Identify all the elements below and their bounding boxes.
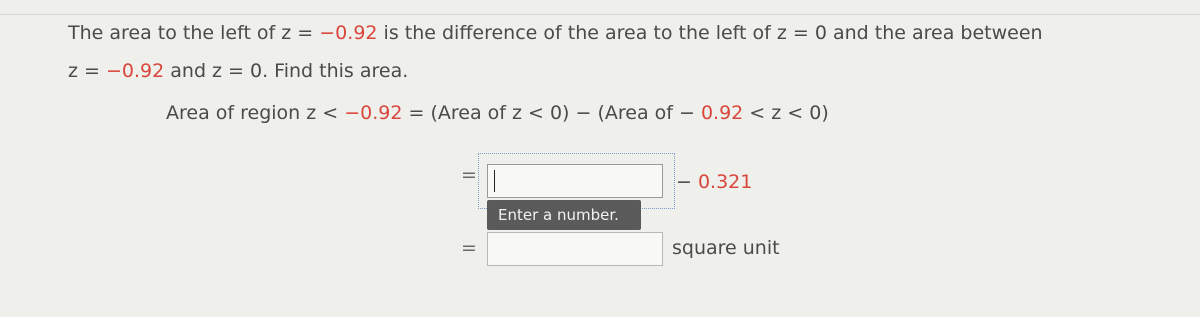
- z-value-highlight: 0.92: [694, 102, 744, 124]
- minus-sign: −: [678, 102, 695, 124]
- problem-text: z =: [68, 60, 106, 82]
- z-value-highlight: −0.92: [319, 22, 378, 44]
- formula-text: = (Area of z < 0) − (Area of: [402, 102, 679, 124]
- problem-line-2: [68, 59, 408, 83]
- input-tooltip: Enter a number.: [487, 200, 641, 230]
- top-divider: [0, 14, 1200, 15]
- problem-text: and z = 0. Find this area.: [164, 60, 409, 82]
- subtracted-value: 0.321: [697, 171, 753, 193]
- z-value-highlight: −0.92: [344, 102, 403, 124]
- formula-text: < z < 0): [743, 102, 829, 124]
- problem-text: The area to the left of z =: [68, 22, 320, 44]
- formula-text: Area of region z <: [166, 102, 345, 124]
- problem-text: is the difference of the area to the left of z = 0 and the area between: [377, 22, 1043, 44]
- minus-sign: −: [676, 171, 692, 193]
- text-caret: [494, 170, 495, 192]
- area-left-of-zero-input[interactable]: [487, 164, 663, 198]
- equals-sign: =: [461, 237, 477, 259]
- problem-line-1: [68, 21, 1043, 45]
- subtracted-term: [676, 171, 752, 193]
- z-value-highlight: −0.92: [105, 60, 165, 82]
- unit-label: square unit: [672, 237, 780, 259]
- area-result-input[interactable]: [487, 232, 663, 266]
- area-formula: [166, 101, 829, 125]
- equals-sign: =: [461, 164, 477, 186]
